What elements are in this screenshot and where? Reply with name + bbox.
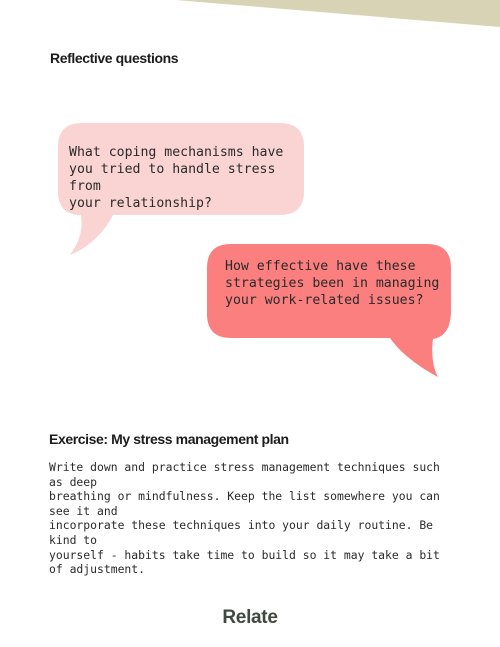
exercise-body-text: Write down and practice stress management techniques such as deep breathing or mindfulness. Keep the list somewhere you can see it and incorporate these techniques into your daily routine. Be kind to yourself - habits take time to build so it may take a bit of adjustment. <box>49 460 440 577</box>
speech-bubble-question-1 <box>58 123 304 257</box>
bubble-question-text: What coping mechanisms have you tried to handle stress from your relationship? <box>69 145 284 211</box>
exercise-heading: Exercise: My stress management plan <box>49 431 289 447</box>
relate-logo: Relate <box>222 607 278 628</box>
reflective-questions-heading: Reflective questions <box>50 50 179 66</box>
bubble-question-text: How effective have these strategies been in managing your work-related issues? <box>225 259 440 308</box>
speech-bubble-question-2 <box>207 244 451 378</box>
decorative-corner-band <box>0 0 500 40</box>
